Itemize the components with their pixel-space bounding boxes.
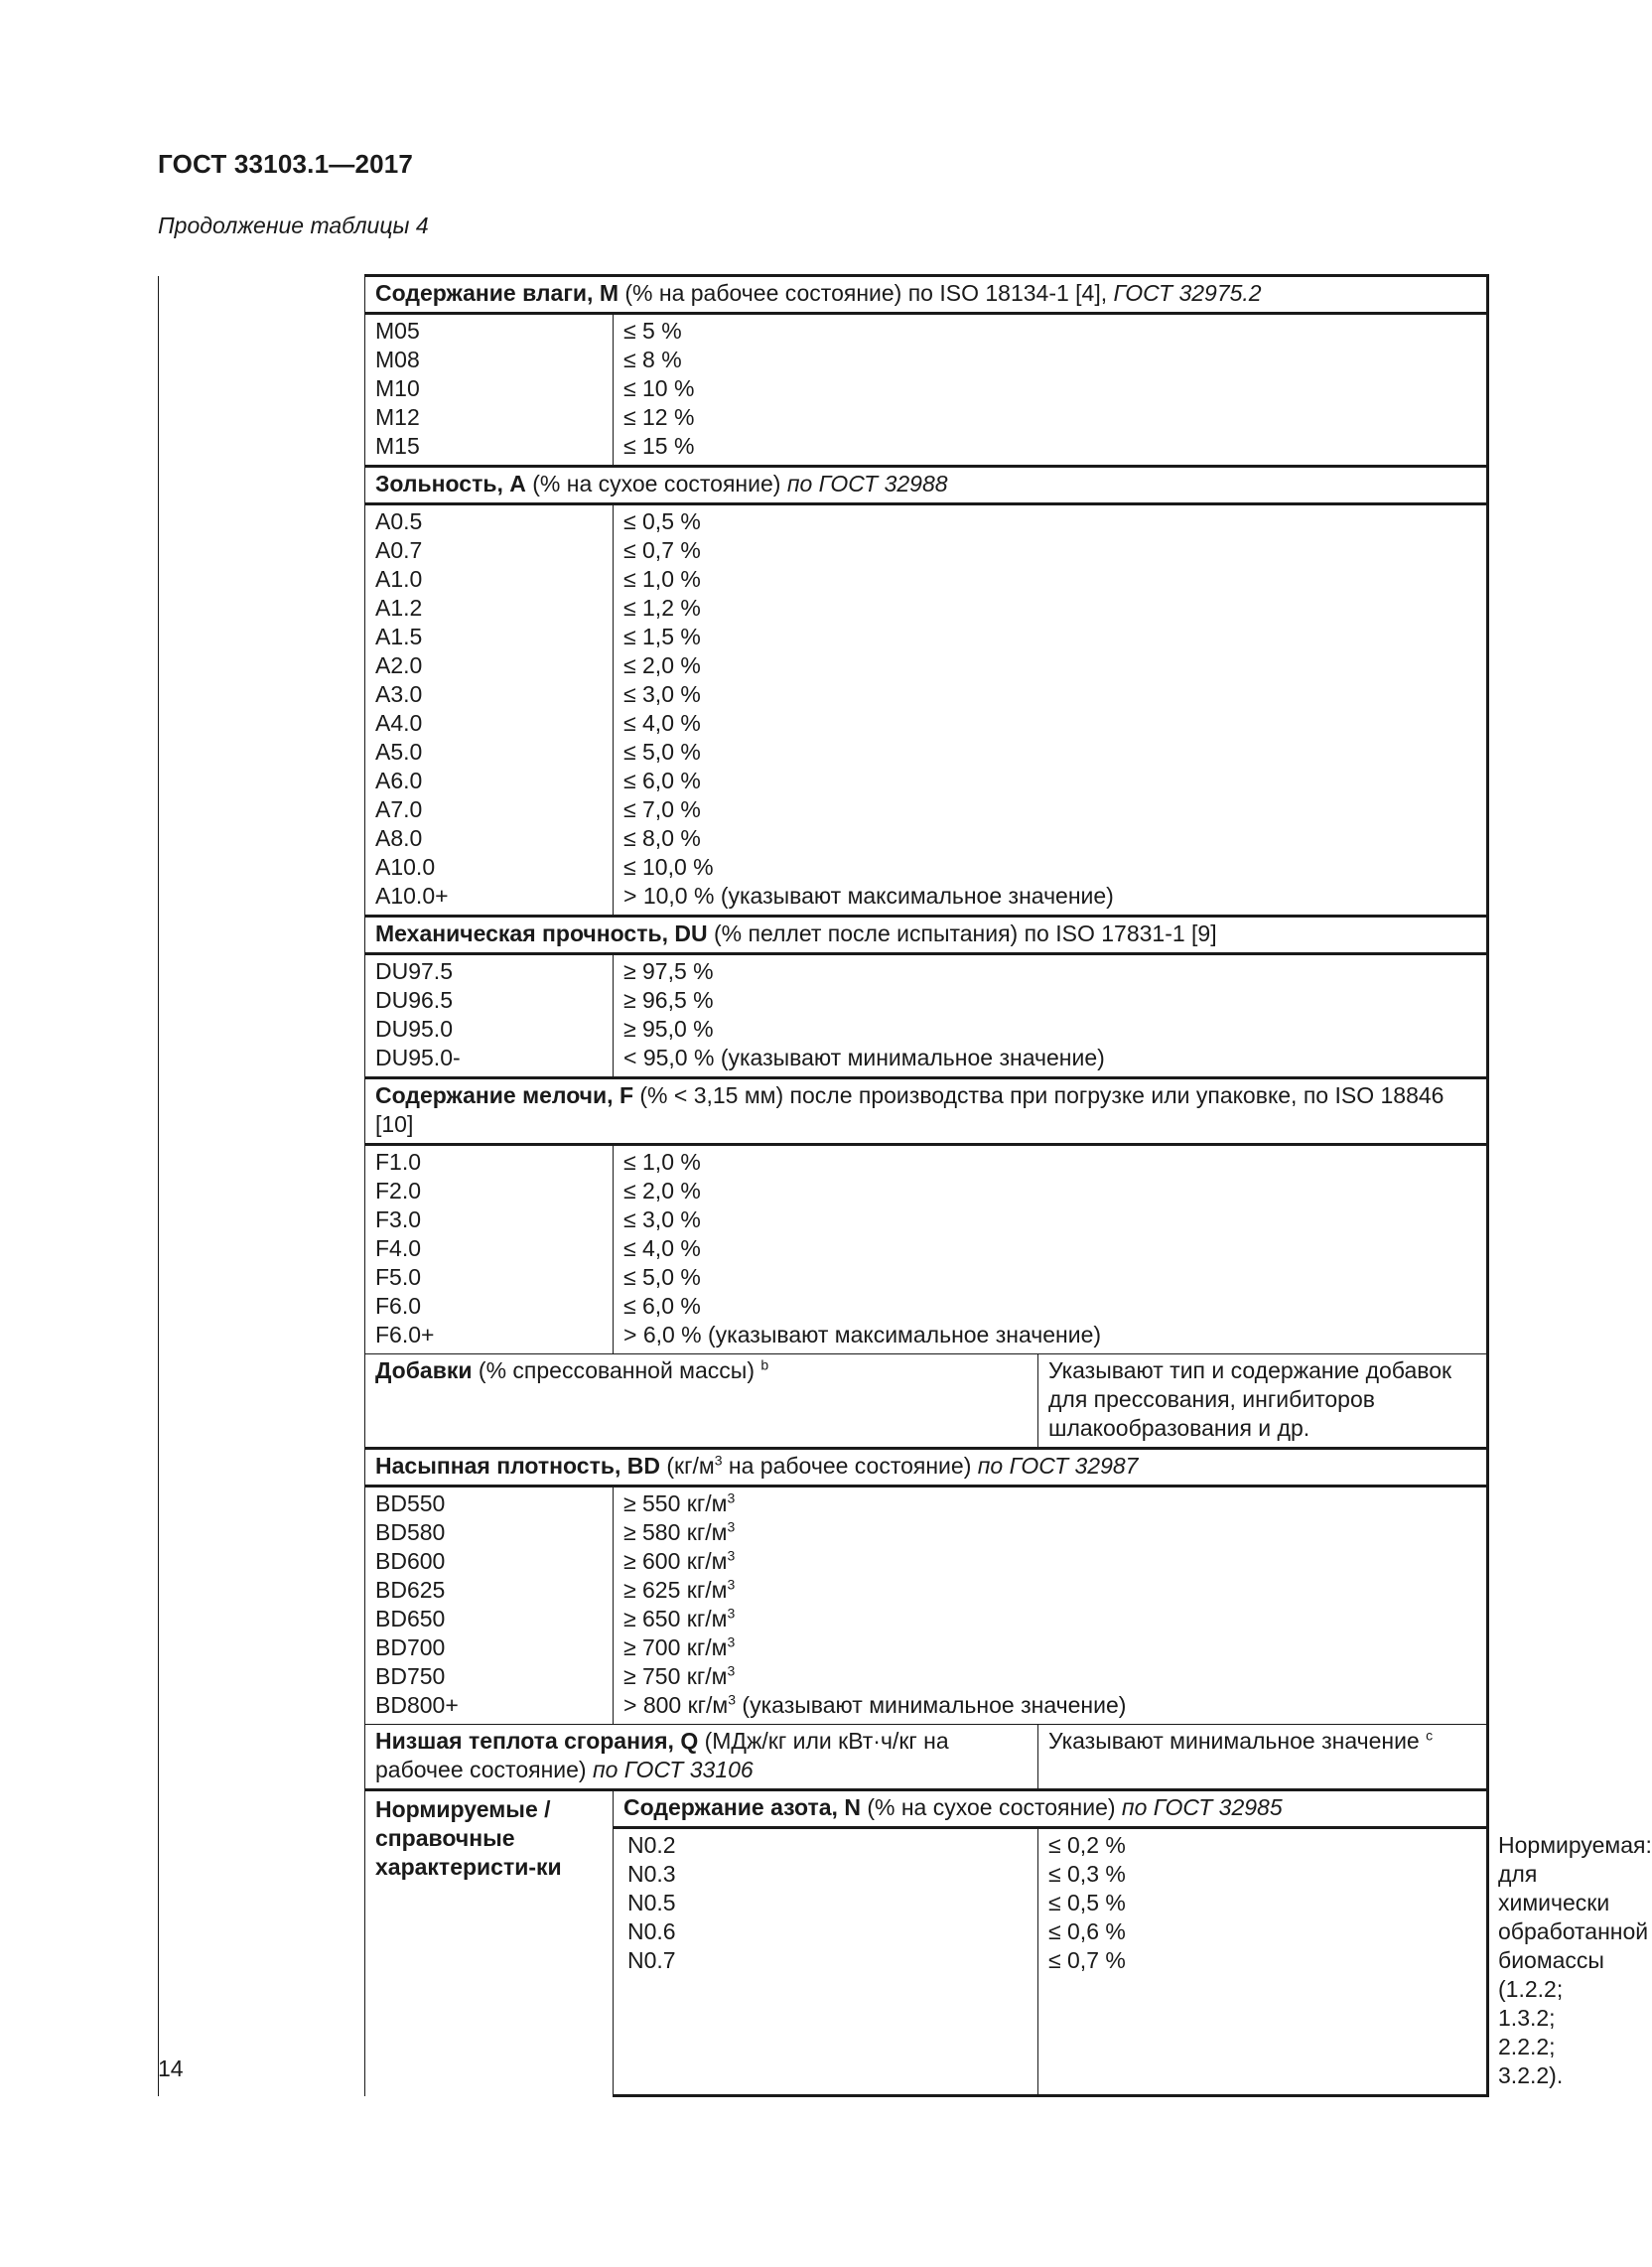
list-line: ≤ 1,2 % [623, 595, 701, 621]
unit-superscript: 3 [727, 1547, 736, 1564]
list-line: ≤ 1,5 % [623, 624, 701, 649]
heading-bold: Добавки [375, 1357, 473, 1383]
value-text: > 800 кг/м [623, 1692, 729, 1718]
heading-italic: ГОСТ 32975.2 [1113, 280, 1262, 306]
list-line: ≤ 3,0 % [623, 681, 701, 707]
durability-codes [365, 954, 614, 1078]
bulk-density-heading [365, 1449, 1488, 1487]
list-line: ≤ 0,5 % [623, 508, 701, 534]
bulk-density-codes [365, 1487, 614, 1725]
list-line: DU97.5 [375, 958, 453, 984]
heading-italic: по ГОСТ 32988 [786, 471, 948, 496]
bulk-density-value-line [623, 1605, 1476, 1633]
list-line: ≥ 97,5 % [623, 958, 714, 984]
additives-note: Указывают тип и содержание добавок для прессования, ингибиторов шлакообразования и др. [1038, 1354, 1488, 1449]
heading-italic: по ГОСТ 33106 [592, 1757, 754, 1782]
list-line: F2.0 [375, 1178, 422, 1204]
bulk-density-value-line [623, 1662, 1476, 1691]
heading-bold: Механическая прочность, DU [375, 921, 708, 946]
unit-superscript: 3 [727, 1576, 736, 1593]
list-line: ≤ 10,0 % [623, 854, 714, 880]
list-line: A1.2 [375, 595, 423, 621]
heading-bold: Низшая теплота сгорания, Q [375, 1728, 699, 1754]
list-line: A2.0 [375, 652, 423, 678]
list-line: ≤ 5,0 % [623, 1264, 701, 1290]
value-text: ≥ 750 кг/м [623, 1663, 728, 1689]
list-line: ≤ 8,0 % [623, 825, 701, 851]
value-text: ≥ 550 кг/м [623, 1490, 728, 1516]
list-line: ≤ 10 % [623, 375, 695, 401]
list-line: F6.0+ [375, 1322, 435, 1347]
list-line: ≤ 2,0 % [623, 1178, 701, 1204]
list-line: ≤ 5,0 % [623, 739, 701, 765]
heading-text: (% пеллет после испытания) по ISO 17831-1 [9] [707, 921, 1217, 946]
unit-superscript: 3 [727, 1633, 736, 1650]
ash-codes [365, 504, 614, 917]
bulk-density-value-line [623, 1489, 1476, 1518]
list-line: BD600 [375, 1548, 446, 1574]
list-line: M10 [375, 375, 420, 401]
fines-values [614, 1145, 1488, 1354]
ash-values [614, 504, 1488, 917]
list-line: ≤ 0,6 % [1048, 1918, 1126, 1944]
footnote-marker: c [1426, 1727, 1434, 1744]
moisture-heading-row [159, 276, 1488, 314]
bulk-density-values [614, 1487, 1488, 1725]
list-line: ≤ 5 % [623, 318, 682, 344]
heading-bold: Насыпная плотность, BD [375, 1453, 660, 1479]
list-line: ≤ 6,0 % [623, 1293, 701, 1319]
list-line: BD625 [375, 1577, 446, 1603]
list-line: ≤ 0,7 % [623, 537, 701, 563]
heading-text: (% на рабочее состояние) по ISO 18134-1 [4], [618, 280, 1114, 306]
heading-bold: Содержание мелочи, F [375, 1082, 633, 1108]
list-line: ≤ 15 % [623, 433, 695, 459]
list-line: DU95.0 [375, 1016, 453, 1042]
list-line: M15 [375, 433, 420, 459]
list-line: ≤ 1,0 % [623, 1149, 701, 1175]
heading-text: на рабочее состояние) [722, 1453, 978, 1479]
list-line: ≤ 6,0 % [623, 768, 701, 793]
list-line: A4.0 [375, 710, 423, 736]
durability-heading [365, 917, 1488, 954]
value-text: ≥ 580 кг/м [623, 1519, 728, 1545]
list-line: < 95,0 % (указывают минимальное значение) [623, 1045, 1105, 1070]
ash-heading [365, 467, 1488, 504]
table-continuation-caption: Продолжение таблицы 4 [158, 213, 429, 238]
heading-bold: Содержание влаги, M [375, 280, 619, 306]
additives-heading [365, 1354, 1038, 1449]
list-line: A10.0+ [375, 883, 449, 909]
heading-text: (% на сухое состояние) [860, 1794, 1122, 1820]
list-line: A7.0 [375, 796, 423, 822]
value-suffix: (указывают минимальное значение) [736, 1692, 1127, 1718]
fines-codes [365, 1145, 614, 1354]
list-line: N0.7 [627, 1947, 676, 1973]
list-line: F5.0 [375, 1264, 422, 1290]
list-line: ≤ 4,0 % [623, 1235, 701, 1261]
list-line: ≤ 8 % [623, 347, 682, 372]
bulk-density-value-line [623, 1633, 1476, 1662]
list-line: A8.0 [375, 825, 423, 851]
list-line: DU95.0- [375, 1045, 461, 1070]
nitrogen-values-row: N0.2 N0.3 N0.5 N0.6 N0.7 ≤ 0,2 % ≤ 0,3 % ≤ 0,5 % ≤ 0,6 % ≤ 0,7 % Нормируемая: для химически обработанной биомассы (1.2.2; 1.3.2; 2.2.2; 3.2.2). [159, 1828, 1488, 2096]
unit-superscript: 3 [727, 1662, 736, 1679]
heading-text: (кг/м [660, 1453, 715, 1479]
unit-superscript: 3 [727, 1489, 736, 1506]
moisture-values [614, 314, 1488, 467]
list-line: N0.5 [627, 1890, 676, 1915]
left-empty-cell [159, 276, 365, 2096]
moisture-codes [365, 314, 614, 467]
document-title: ГОСТ 33103.1—2017 [158, 149, 414, 179]
list-line: ≤ 12 % [623, 404, 695, 430]
list-line: F4.0 [375, 1235, 422, 1261]
nitrogen-heading [614, 1790, 1488, 1828]
list-line: M05 [375, 318, 420, 344]
bulk-density-value-line [623, 1576, 1476, 1605]
calorific-heading [365, 1725, 1038, 1790]
list-line: ≤ 0,3 % [1048, 1861, 1126, 1887]
unit-superscript: 3 [728, 1691, 737, 1708]
fines-heading [365, 1078, 1488, 1145]
list-line: A0.5 [375, 508, 423, 534]
list-line: > 10,0 % (указывают максимальное значение) [623, 883, 1114, 909]
nitrogen-codes [614, 1828, 1038, 2096]
unit-superscript: 3 [727, 1605, 736, 1622]
list-line: N0.2 [627, 1832, 676, 1858]
list-line: BD750 [375, 1663, 446, 1689]
superscript: 3 [714, 1452, 723, 1469]
list-line: BD650 [375, 1606, 446, 1631]
bulk-density-value-line [623, 1547, 1476, 1576]
list-line: DU96.5 [375, 987, 453, 1013]
nitrogen-values [1038, 1828, 1488, 2096]
value-text: ≥ 700 кг/м [623, 1634, 728, 1660]
heading-text: (МДж/кг или кВт·ч/кг на рабочее состояние) [375, 1728, 949, 1782]
list-line: A6.0 [375, 768, 423, 793]
list-line: BD550 [375, 1490, 446, 1516]
list-line: N0.6 [627, 1918, 676, 1944]
list-line: ≥ 95,0 % [623, 1016, 714, 1042]
list-line: > 6,0 % (указывают максимальное значение) [623, 1322, 1102, 1347]
durability-values [614, 954, 1488, 1078]
list-line: N0.3 [627, 1861, 676, 1887]
list-line: A3.0 [375, 681, 423, 707]
list-line: F3.0 [375, 1206, 422, 1232]
list-line: ≤ 0,7 % [1048, 1947, 1126, 1973]
heading-text: (% спрессованной массы) [472, 1357, 761, 1383]
list-line: M08 [375, 347, 420, 372]
heading-text: (% на сухое состояние) [525, 471, 787, 496]
specification-table [158, 274, 1652, 2097]
list-line: F1.0 [375, 1149, 422, 1175]
footnote-marker: b [760, 1356, 769, 1373]
list-line: A1.0 [375, 566, 423, 592]
heading-bold: Содержание азота, N [623, 1794, 861, 1820]
list-line: A10.0 [375, 854, 436, 880]
list-line: A5.0 [375, 739, 423, 765]
calorific-note [1038, 1725, 1488, 1790]
list-line: BD580 [375, 1519, 446, 1545]
list-line: ≤ 3,0 % [623, 1206, 701, 1232]
bulk-density-value-line [623, 1691, 1476, 1720]
list-line: F6.0 [375, 1293, 422, 1319]
note-text: Указывают минимальное значение [1048, 1728, 1427, 1754]
heading-bold: Зольность, A [375, 471, 526, 496]
list-line: A1.5 [375, 624, 423, 649]
list-line: M12 [375, 404, 420, 430]
list-line: ≤ 2,0 % [623, 652, 701, 678]
list-line: ≤ 7,0 % [623, 796, 701, 822]
section-label-cell [365, 1790, 614, 2096]
list-line: ≤ 0,5 % [1048, 1890, 1126, 1915]
list-line: ≥ 96,5 % [623, 987, 714, 1013]
list-line: ≤ 1,0 % [623, 566, 701, 592]
list-line: A0.7 [375, 537, 423, 563]
list-line: BD700 [375, 1634, 446, 1660]
unit-superscript: 3 [727, 1518, 736, 1535]
heading-italic: по ГОСТ 32985 [1121, 1794, 1283, 1820]
value-text: ≥ 650 кг/м [623, 1606, 728, 1631]
heading-text: (% < 3,15 мм) после производства при погрузке или упаковке, по ISO 18846 [10] [375, 1082, 1445, 1137]
moisture-heading [365, 276, 1488, 314]
value-text: ≥ 625 кг/м [623, 1577, 728, 1603]
heading-italic: по ГОСТ 32987 [977, 1453, 1139, 1479]
bulk-density-value-line [623, 1518, 1476, 1547]
value-text: ≥ 600 кг/м [623, 1548, 728, 1574]
list-line: ≤ 0,2 % [1048, 1832, 1126, 1858]
list-line: ≤ 4,0 % [623, 710, 701, 736]
page-number: 14 [158, 2055, 184, 2081]
section-label: Нормируемые / справочные характеристи-ки [375, 1796, 562, 1880]
list-line: BD800+ [375, 1692, 459, 1718]
